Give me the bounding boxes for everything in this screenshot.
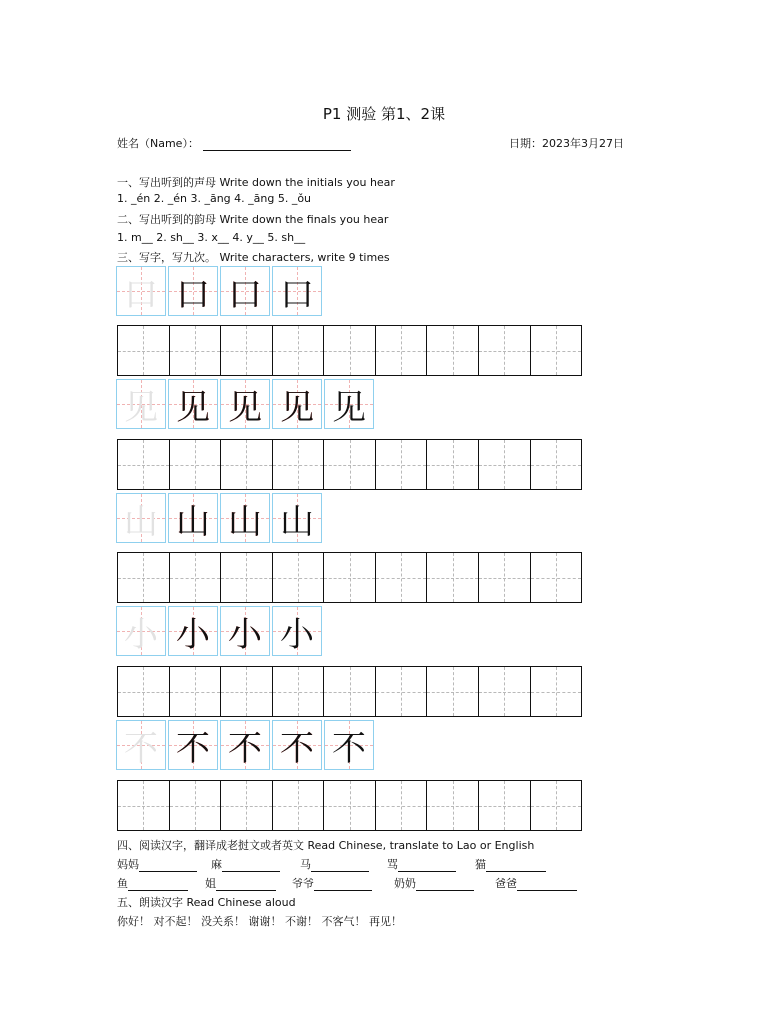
writing-cell[interactable] xyxy=(530,666,583,717)
stroke-step: 见 xyxy=(324,379,374,429)
writing-cell[interactable] xyxy=(530,552,583,603)
writing-cell[interactable] xyxy=(220,780,273,831)
stroke-order-row-1 xyxy=(116,266,322,316)
vocab-word: 骂 xyxy=(387,858,398,871)
vocab-word: 姐 xyxy=(205,877,216,890)
writing-grid-1[interactable] xyxy=(117,325,582,375)
writing-cell[interactable] xyxy=(478,666,531,717)
stroke-step: 口 xyxy=(220,266,270,316)
stroke-step: 山 xyxy=(116,493,166,543)
writing-cell[interactable] xyxy=(272,325,325,376)
section-1-items: 1. _én 2. _én 3. _āng 4. _āng 5. _ǒu xyxy=(117,192,312,205)
answer-blank[interactable] xyxy=(314,879,372,891)
stroke-step: 口 xyxy=(168,266,218,316)
writing-cell[interactable] xyxy=(220,325,273,376)
writing-cell[interactable] xyxy=(323,439,376,490)
stroke-order-row-3 xyxy=(116,493,322,543)
section-5-heading: 五、朗读汉字 Read Chinese aloud xyxy=(117,896,296,909)
writing-cell[interactable] xyxy=(117,552,170,603)
answer-blank[interactable] xyxy=(128,879,188,891)
writing-cell[interactable] xyxy=(169,552,222,603)
vocab-word: 麻 xyxy=(211,858,222,871)
writing-cell[interactable] xyxy=(530,439,583,490)
writing-grid-2[interactable] xyxy=(117,439,582,489)
vocab-word: 爷爷 xyxy=(292,877,314,890)
stroke-step: 不 xyxy=(324,720,374,770)
writing-cell[interactable] xyxy=(323,666,376,717)
writing-cell[interactable] xyxy=(478,780,531,831)
section-3-heading: 三、写字，写九次。 Write characters, write 9 times xyxy=(117,251,390,264)
writing-cell[interactable] xyxy=(530,780,583,831)
writing-cell[interactable] xyxy=(426,666,479,717)
writing-cell[interactable] xyxy=(323,780,376,831)
vocab-word: 奶奶 xyxy=(394,877,416,890)
writing-cell[interactable] xyxy=(272,552,325,603)
writing-cell[interactable] xyxy=(478,439,531,490)
vocab-word: 猫 xyxy=(475,858,486,871)
writing-cell[interactable] xyxy=(375,552,428,603)
stroke-step: 小 xyxy=(272,606,322,656)
writing-cell[interactable] xyxy=(478,552,531,603)
stroke-step: 不 xyxy=(220,720,270,770)
name-label: 姓名（Name）： xyxy=(117,137,199,150)
writing-grid-5[interactable] xyxy=(117,780,582,830)
vocab-word: 妈妈 xyxy=(117,858,139,871)
vocab-word: 鱼 xyxy=(117,877,128,890)
writing-cell[interactable] xyxy=(169,325,222,376)
stroke-step: 小 xyxy=(220,606,270,656)
stroke-order-row-4 xyxy=(116,606,322,656)
writing-cell[interactable] xyxy=(375,780,428,831)
writing-cell[interactable] xyxy=(272,439,325,490)
answer-blank[interactable] xyxy=(139,860,197,872)
stroke-step: 山 xyxy=(168,493,218,543)
writing-cell[interactable] xyxy=(426,439,479,490)
writing-cell[interactable] xyxy=(426,552,479,603)
date-label: 日期：2023年3月27日 xyxy=(509,137,624,150)
writing-cell[interactable] xyxy=(169,439,222,490)
section-4-heading: 四、阅读汉字，翻译成老挝文或者英文 Read Chinese, translate to Lao or English xyxy=(117,839,535,852)
writing-cell[interactable] xyxy=(375,439,428,490)
writing-cell[interactable] xyxy=(169,780,222,831)
writing-cell[interactable] xyxy=(478,325,531,376)
stroke-step: 见 xyxy=(272,379,322,429)
writing-cell[interactable] xyxy=(220,666,273,717)
stroke-order-row-2 xyxy=(116,379,374,429)
section-2-items: 1. m__ 2. sh__ 3. x__ 4. y__ 5. sh__ xyxy=(117,231,306,244)
writing-cell[interactable] xyxy=(220,439,273,490)
answer-blank[interactable] xyxy=(222,860,280,872)
stroke-step: 见 xyxy=(220,379,270,429)
vocab-row-2 xyxy=(117,875,587,891)
vocab-row-1 xyxy=(117,856,587,872)
section-5-items: 你好！ 对不起！ 没关系！ 谢谢！ 不谢！ 不客气！ 再见！ xyxy=(117,915,402,928)
writing-cell[interactable] xyxy=(375,325,428,376)
name-row xyxy=(117,135,351,151)
stroke-step: 口 xyxy=(116,266,166,316)
writing-cell[interactable] xyxy=(117,666,170,717)
page-title: P1 测验 第1、2课 xyxy=(322,105,446,123)
writing-cell[interactable] xyxy=(117,325,170,376)
writing-cell[interactable] xyxy=(323,325,376,376)
answer-blank[interactable] xyxy=(216,879,276,891)
writing-cell[interactable] xyxy=(117,439,170,490)
writing-cell[interactable] xyxy=(375,666,428,717)
section-1-heading: 一、写出听到的声母 Write down the initials you hear xyxy=(117,176,395,189)
writing-cell[interactable] xyxy=(220,552,273,603)
stroke-step: 不 xyxy=(272,720,322,770)
writing-cell[interactable] xyxy=(530,325,583,376)
stroke-step: 山 xyxy=(272,493,322,543)
stroke-step: 不 xyxy=(168,720,218,770)
answer-blank[interactable] xyxy=(398,860,456,872)
stroke-step: 见 xyxy=(168,379,218,429)
writing-cell[interactable] xyxy=(272,780,325,831)
answer-blank[interactable] xyxy=(311,860,369,872)
writing-cell[interactable] xyxy=(169,666,222,717)
answer-blank[interactable] xyxy=(517,879,577,891)
writing-cell[interactable] xyxy=(426,780,479,831)
vocab-word: 马 xyxy=(300,858,311,871)
vocab-word: 爸爸 xyxy=(495,877,517,890)
writing-grid-4[interactable] xyxy=(117,666,582,716)
answer-blank[interactable] xyxy=(416,879,474,891)
writing-cell[interactable] xyxy=(426,325,479,376)
stroke-order-row-5 xyxy=(116,720,374,770)
writing-cell[interactable] xyxy=(323,552,376,603)
stroke-step: 小 xyxy=(168,606,218,656)
stroke-step: 见 xyxy=(116,379,166,429)
writing-grid-3[interactable] xyxy=(117,552,582,602)
stroke-step: 口 xyxy=(272,266,322,316)
writing-cell[interactable] xyxy=(272,666,325,717)
stroke-step: 小 xyxy=(116,606,166,656)
stroke-step: 山 xyxy=(220,493,270,543)
section-2-heading: 二、写出听到的韵母 Write down the finals you hear xyxy=(117,213,389,226)
stroke-step: 不 xyxy=(116,720,166,770)
writing-cell[interactable] xyxy=(117,780,170,831)
name-blank[interactable] xyxy=(203,138,351,151)
answer-blank[interactable] xyxy=(486,860,546,872)
